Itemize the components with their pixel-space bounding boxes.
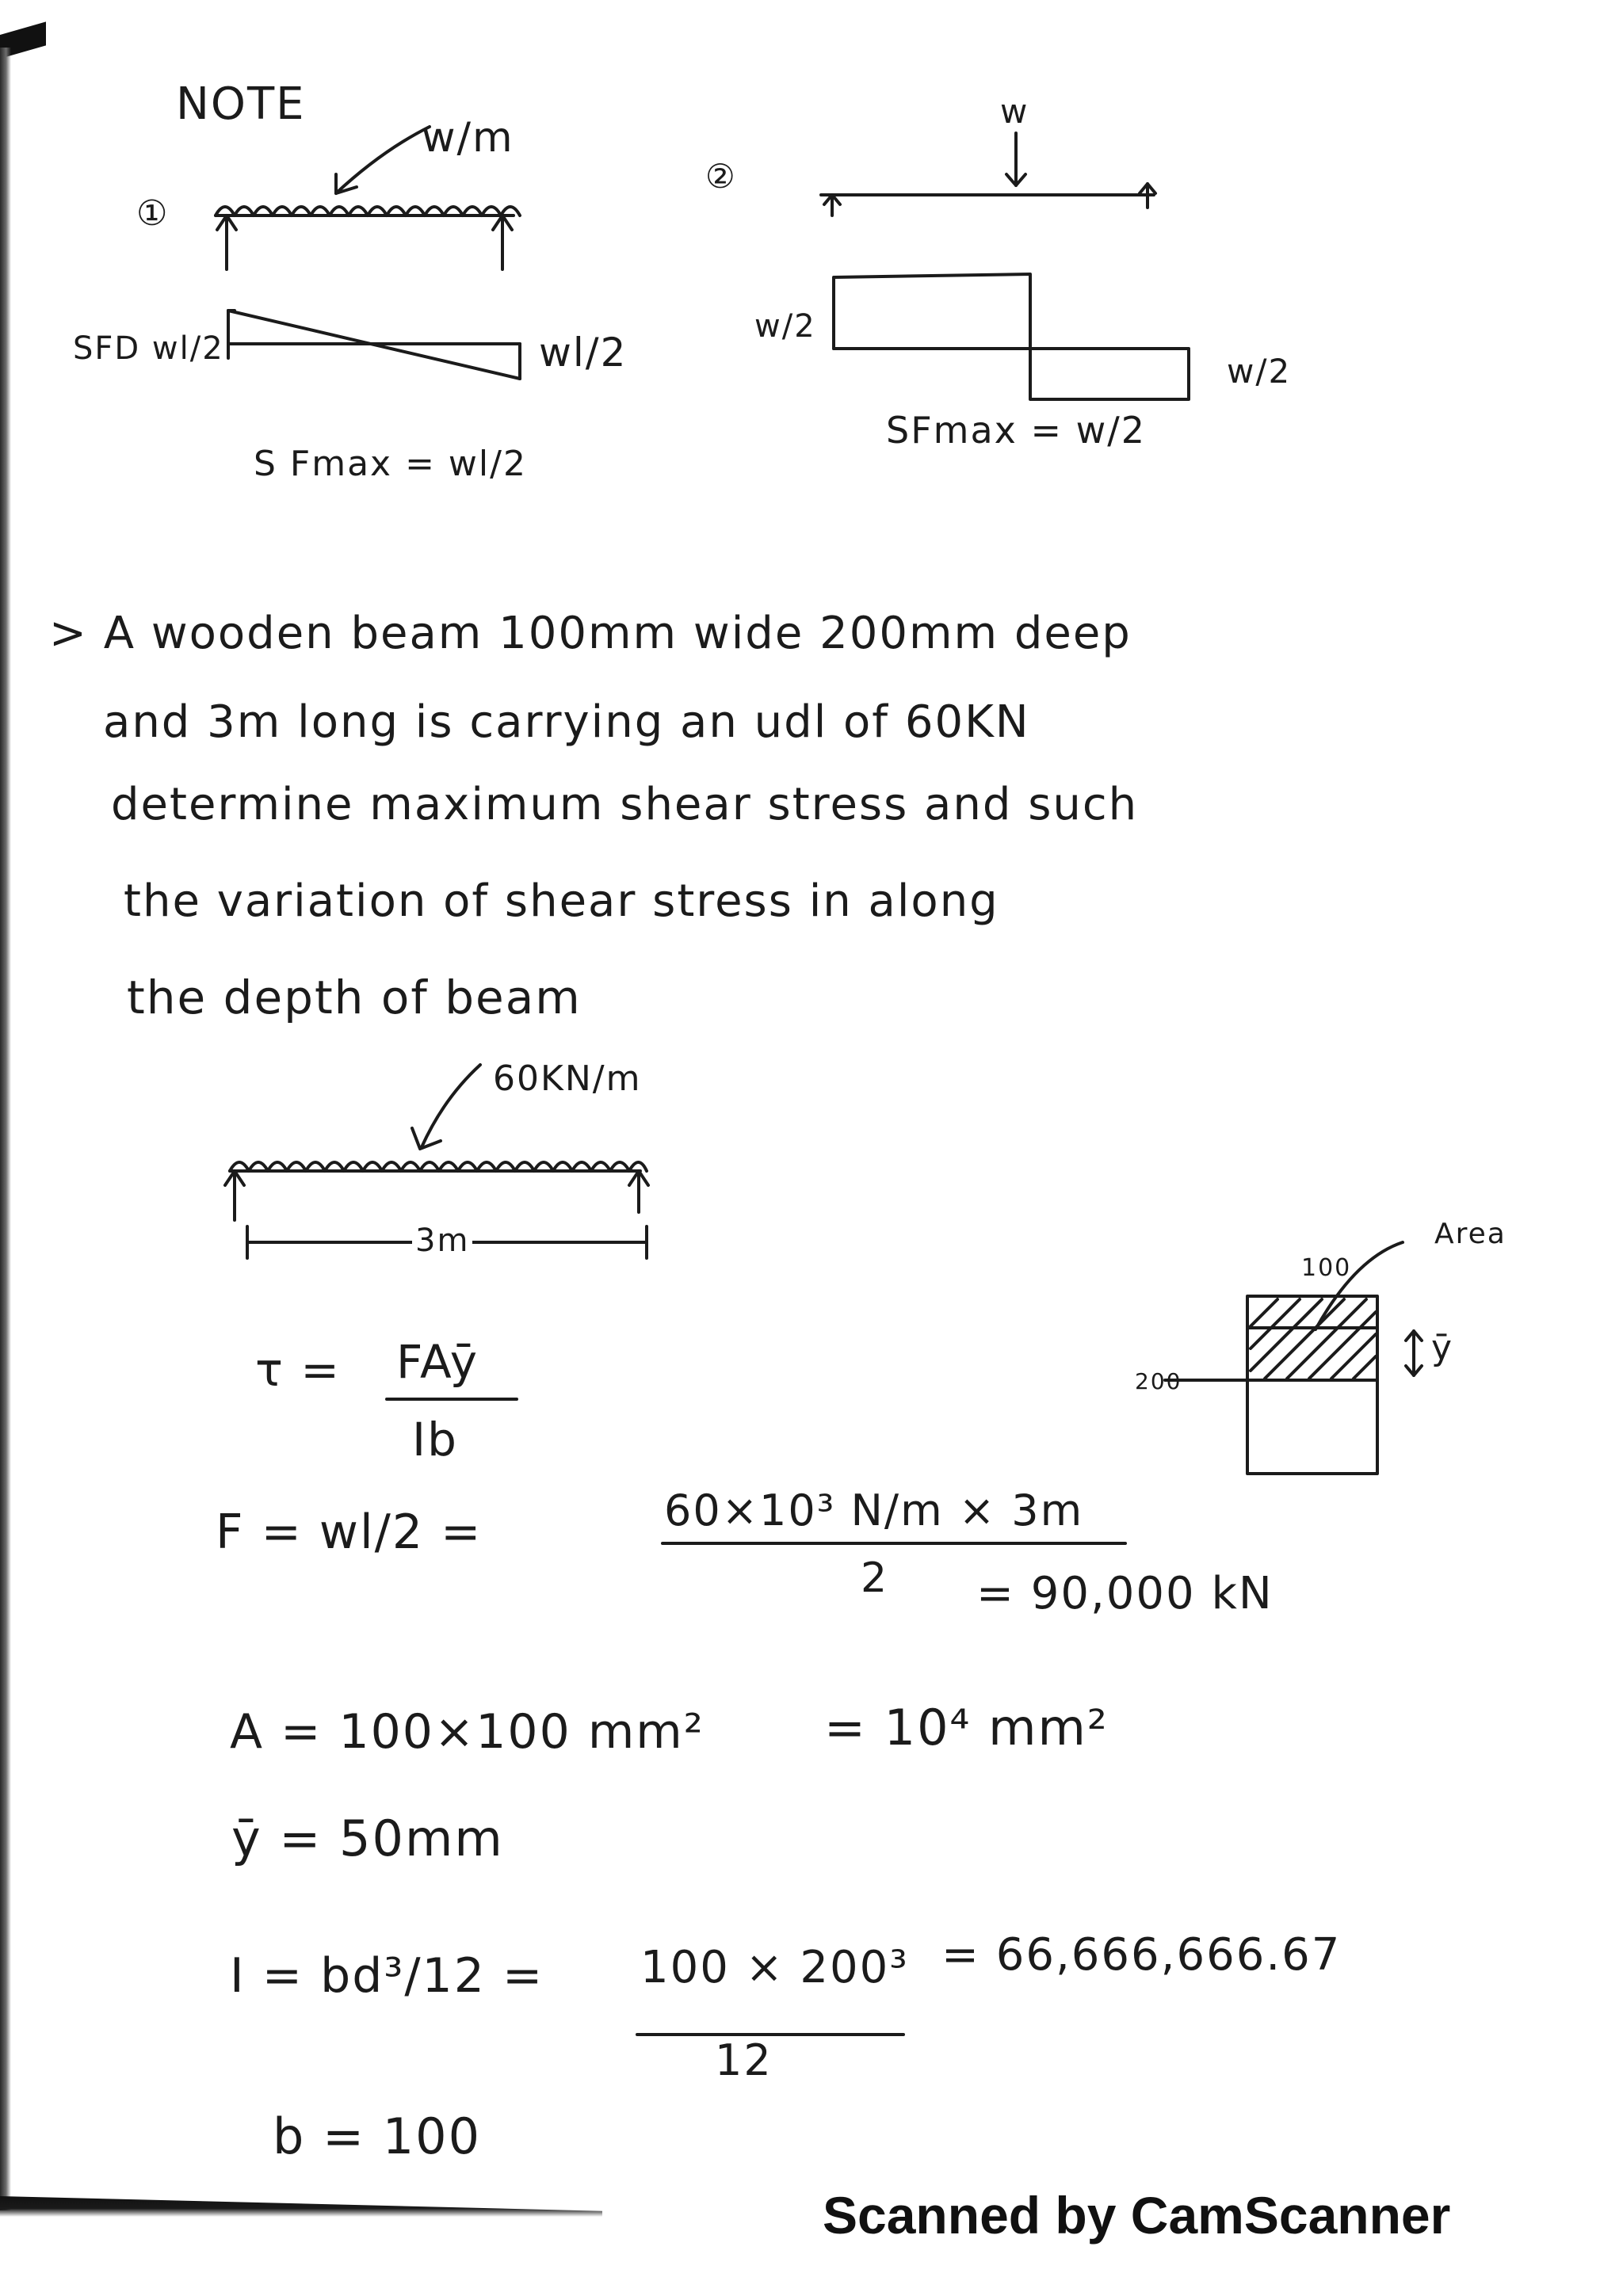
tau-formula-denominator: Ib [412,1413,458,1466]
moment-of-inertia-numerator: 100 × 200³ [640,1942,909,1993]
area-line: A = 100×100 mm² [230,1704,705,1760]
note-case1-number: ① [136,193,170,234]
section-width-label: 100 [1301,1254,1352,1282]
section-ybar-label: ȳ [1431,1328,1454,1368]
problem-line-1: > A wooden beam 100mm wide 200mm deep [49,608,1132,659]
moment-of-inertia-result: = 66,666,666.67 [941,1929,1342,1981]
section-area-label: Area [1434,1218,1507,1250]
cross-section-diagram [1165,1242,1422,1474]
note-case1-sfd [228,311,520,379]
shear-force-numerator: 60×10³ N/m × 3m [664,1486,1084,1535]
shear-force-lhs: F = wl/2 = [216,1505,483,1560]
problem-line-4: the variation of shear stress in along [124,875,999,927]
note-case1-sfd-right-label: wl/2 [539,330,628,376]
tau-formula-lhs: τ = [255,1343,341,1397]
ybar-line: ȳ = 50mm [231,1810,504,1867]
note-case1-load-label: w/m [422,114,514,162]
shear-force-result: = 90,000 kN [976,1568,1274,1619]
note-case2-sfd-right-label: w/2 [1227,352,1292,391]
note-case2-caption: SFmax = w/2 [886,409,1147,452]
area-result: = 10⁴ mm² [824,1699,1109,1756]
width-b-line: b = 100 [273,2107,482,2165]
note-case2-number: ② [705,157,737,196]
camscanner-watermark: Scanned by CamScanner [823,2186,1451,2245]
note-case2-load-label: w [1000,92,1029,131]
note-case2-sfd [834,274,1189,399]
beam-load-label: 60KN/m [493,1058,642,1099]
note-heading: NOTE [176,78,306,130]
note-case1-caption: S Fmax = wl/2 [254,444,527,484]
shear-force-denominator: 2 [861,1554,889,1602]
moment-of-inertia-denominator: 12 [715,2035,773,2085]
moment-of-inertia-lhs: I = bd³/12 = [230,1948,544,2004]
section-depth-label: 200 [1135,1368,1182,1394]
beam-span-label: 3m [412,1225,472,1257]
note-case2-beam-diagram [821,133,1155,215]
tau-formula-numerator: FAȳ [396,1335,479,1389]
problem-line-2: and 3m long is carrying an udl of 60KN [103,696,1030,748]
problem-line-3: determine maximum shear stress and such [111,779,1139,830]
note-case2-sfd-left-label: w/2 [754,308,816,345]
problem-line-5: the depth of beam [127,971,582,1024]
note-case1-sfd-left-label: SFD wl/2 [73,330,224,367]
